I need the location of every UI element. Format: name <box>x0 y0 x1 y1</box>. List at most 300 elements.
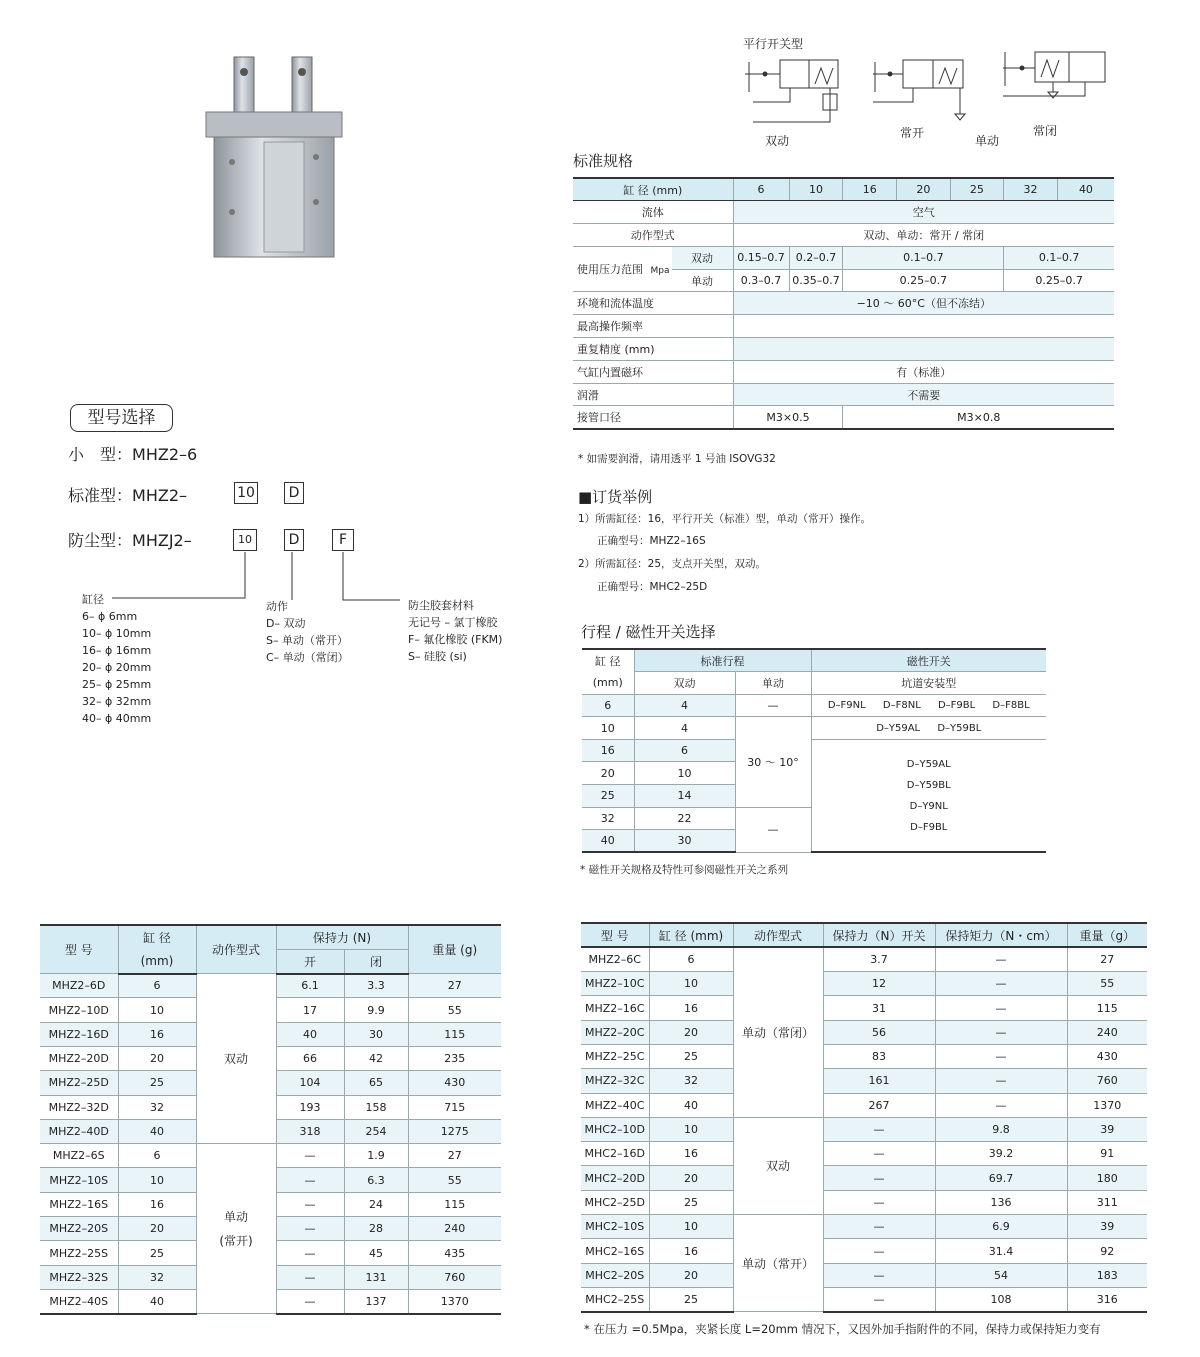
left-cell-open: — <box>276 1192 344 1216</box>
dust-options-title: 防尘胶套材料 <box>408 599 474 612</box>
right-group-single-open: 单动（常开） <box>733 1215 823 1312</box>
left-cell-open: — <box>276 1168 344 1192</box>
spec-bore-32: 32 <box>1004 178 1058 201</box>
left-cell-close: 3.3 <box>344 974 408 998</box>
spec-freq-label: 最高操作频率 <box>573 315 733 338</box>
left-cell-model: MHZ2–25D <box>40 1071 118 1095</box>
spec-row-temp <box>573 292 1114 315</box>
left-cell-model: MHZ2–16D <box>40 1022 118 1046</box>
left-cell-close: 158 <box>344 1095 408 1119</box>
stroke-h-bore: 缸 径 <box>582 649 634 672</box>
dust-opt-s: S– 硅胶 (si) <box>408 650 467 663</box>
model-small-label: 小 型： <box>68 445 133 464</box>
right-cell-bore: 20 <box>649 1020 733 1044</box>
right-cell-model: MHC2–25D <box>581 1190 649 1214</box>
spec-magnet-label: 气缸内置磁环 <box>573 360 733 383</box>
stroke-switch-6 <box>811 694 1046 717</box>
stroke-switch-10 <box>811 717 1046 740</box>
left-cell-model: MHZ2–20D <box>40 1046 118 1070</box>
stroke-switch-table <box>582 648 1046 853</box>
right-cell-bore: 6 <box>649 947 733 971</box>
right-cell-force: — <box>823 1166 935 1190</box>
order-line2: 2）所需缸径：25，支点开关型，双动。 <box>578 558 767 570</box>
right-h-force: 保持力（N）开关 <box>823 923 935 947</box>
left-cell-model: MHZ2–10D <box>40 998 118 1022</box>
left-cell-model: MHZ2–32S <box>40 1265 118 1289</box>
right-cell-model: MHC2–16S <box>581 1239 649 1263</box>
left-cell-bore: 32 <box>118 1265 196 1289</box>
left-cell-model: MHZ2–20S <box>40 1217 118 1241</box>
stroke-row <box>582 717 1046 740</box>
stroke-title: 行程 / 磁性开关选择 <box>581 623 716 641</box>
left-cell-close: 6.3 <box>344 1168 408 1192</box>
right-cell-model: MHZ2–16C <box>581 996 649 1020</box>
stroke-bore: 20 <box>582 762 634 785</box>
right-group-single-closed: 单动（常闭） <box>733 947 823 1117</box>
switch-y59al: D–Y59AL <box>876 722 921 734</box>
spec-lube-value: 不需要 <box>733 383 1114 406</box>
spec-bore-16: 16 <box>843 178 897 201</box>
stroke-h-std: 标准行程 <box>634 649 811 672</box>
right-cell-torque: 108 <box>935 1287 1067 1311</box>
left-cell-bore: 16 <box>118 1192 196 1216</box>
left-cell-model: MHZ2–32D <box>40 1095 118 1119</box>
stroke-single-mid: 30 ～ 10° <box>735 717 811 807</box>
spec-table <box>573 177 1114 430</box>
right-cell-weight: 39 <box>1067 1117 1147 1141</box>
spec-fluid-value: 空气 <box>733 201 1114 224</box>
right-cell-force: — <box>823 1142 935 1166</box>
left-cell-bore: 25 <box>118 1241 196 1265</box>
right-cell-weight: 430 <box>1067 1044 1147 1068</box>
right-cell-model: MHZ2–32C <box>581 1069 649 1093</box>
stroke-double: 4 <box>634 717 735 740</box>
spec-bore-20: 20 <box>897 178 951 201</box>
spec-temp-value: −10 ～ 60°C（但不冻结） <box>733 292 1114 315</box>
spec-row-action <box>573 224 1114 247</box>
stroke-header-row2 <box>582 672 1046 695</box>
spec-pressure-single-10: 0.35–0.7 <box>789 269 843 292</box>
spec-port-small: M3×0.5 <box>733 406 843 429</box>
switch-f9bl: D–F9BL <box>937 699 976 711</box>
switch-f8bl: D–F8BL <box>992 699 1030 711</box>
left-cell-bore: 20 <box>118 1046 196 1070</box>
action-options-title: 动作 <box>266 600 288 613</box>
spec-pressure-double-16-25: 0.1–0.7 <box>843 246 1004 269</box>
bore-opt-16: 16– ϕ 16mm <box>82 644 152 657</box>
table-row <box>581 1069 1147 1093</box>
right-cell-force: — <box>823 1215 935 1239</box>
left-cell-bore: 6 <box>118 1144 196 1168</box>
right-table-body <box>581 947 1147 1311</box>
table-row <box>581 1287 1147 1311</box>
left-group-single-line2: (常开) <box>219 1233 253 1248</box>
spec-action-value: 双动、单动：常开 / 常闭 <box>733 224 1114 247</box>
right-cell-bore: 25 <box>649 1190 733 1214</box>
right-cell-model: MHZ2–40C <box>581 1093 649 1117</box>
left-h-bore: 缸 径 <box>118 925 196 949</box>
model-dust-label: 防尘型： <box>68 531 133 550</box>
left-cell-model: MHZ2–40S <box>40 1289 118 1313</box>
bore-opt-32: 32– ϕ 32mm <box>82 695 152 708</box>
left-cell-model: MHZ2–16S <box>40 1192 118 1216</box>
spec-port-large: M3×0.8 <box>843 406 1114 429</box>
table-row <box>581 1190 1147 1214</box>
right-cell-force: — <box>823 1263 935 1287</box>
bore-options-title: 缸径 <box>82 593 104 606</box>
spec-repeat-label: 重复精度 (mm) <box>573 338 733 361</box>
left-cell-open: 318 <box>276 1119 344 1143</box>
right-cell-weight: 91 <box>1067 1142 1147 1166</box>
stroke-h-single: 单动 <box>735 672 811 695</box>
switch-rest-2: D–Y59BL <box>906 779 951 791</box>
left-cell-bore: 25 <box>118 1071 196 1095</box>
order-title: ■订货举例 <box>578 488 653 506</box>
stroke-double: 22 <box>634 807 735 830</box>
spec-row-freq <box>573 315 1114 338</box>
left-cell-close: 131 <box>344 1265 408 1289</box>
right-cell-force: 56 <box>823 1020 935 1044</box>
left-cell-weight: 27 <box>408 1144 501 1168</box>
holding-force-table-mhz2 <box>40 924 501 1315</box>
right-cell-torque: 69.7 <box>935 1166 1067 1190</box>
left-header-row1 <box>40 925 501 949</box>
right-cell-force: 83 <box>823 1044 935 1068</box>
table-row <box>581 1044 1147 1068</box>
pneumatic-symbols-diagram <box>735 32 1115 152</box>
left-cell-close: 28 <box>344 1217 408 1241</box>
stroke-single-6: — <box>735 694 811 717</box>
model-dust-code: MHZJ2– <box>132 531 192 550</box>
stroke-bore: 10 <box>582 717 634 740</box>
stroke-row <box>582 739 1046 762</box>
model-std-box-action: D <box>284 482 304 504</box>
left-cell-open: — <box>276 1289 344 1313</box>
right-cell-model: MHC2–20D <box>581 1166 649 1190</box>
right-cell-weight: 115 <box>1067 996 1147 1020</box>
table-row <box>581 947 1147 971</box>
right-cell-torque: — <box>935 1020 1067 1044</box>
spec-row-pressure-double <box>573 246 1114 269</box>
right-cell-bore: 20 <box>649 1166 733 1190</box>
spec-row-lube <box>573 383 1114 406</box>
switch-rest-4: D–F9BL <box>910 821 948 833</box>
dust-opt-none: 无记号 – 氯丁橡胶 <box>408 616 498 629</box>
spec-row-fluid <box>573 201 1114 224</box>
symbol-label-double: 双动 <box>765 134 790 148</box>
right-cell-torque: — <box>935 1069 1067 1093</box>
left-cell-close: 9.9 <box>344 998 408 1022</box>
left-cell-weight: 715 <box>408 1095 501 1119</box>
left-cell-weight: 55 <box>408 998 501 1022</box>
left-h-model: 型 号 <box>40 925 118 974</box>
action-opt-d: D– 双动 <box>266 617 306 630</box>
left-cell-close: 42 <box>344 1046 408 1070</box>
order-line1-model: 正确型号：MHZ2–16S <box>597 535 706 547</box>
left-cell-open: 104 <box>276 1071 344 1095</box>
left-cell-model: MHZ2–10S <box>40 1168 118 1192</box>
left-cell-open: — <box>276 1217 344 1241</box>
left-cell-model: MHZ2–6S <box>40 1144 118 1168</box>
bore-options <box>82 591 151 727</box>
right-cell-force: — <box>823 1117 935 1141</box>
spec-port-label: 接管口径 <box>573 406 733 429</box>
spec-header-row <box>573 178 1114 201</box>
left-cell-weight: 240 <box>408 1217 501 1241</box>
symbol-label-single: 单动 <box>975 134 1000 148</box>
right-header-row <box>581 923 1147 947</box>
left-cell-open: — <box>276 1265 344 1289</box>
stroke-h-bore-unit: (mm) <box>582 672 634 695</box>
model-select-badge: 型号选择 <box>70 404 173 432</box>
model-dust-box-bore: 10 <box>233 529 257 551</box>
right-cell-force: 12 <box>823 972 935 996</box>
right-cell-torque: — <box>935 996 1067 1020</box>
right-h-bore: 缸 径 (mm) <box>649 923 733 947</box>
bore-opt-10: 10– ϕ 10mm <box>82 627 152 640</box>
right-cell-torque: — <box>935 947 1067 971</box>
table-row <box>581 1239 1147 1263</box>
stroke-bore: 16 <box>582 739 634 762</box>
table-row <box>581 1142 1147 1166</box>
left-h-action: 动作型式 <box>196 925 276 974</box>
spec-bore-label: 缸 径 (mm) <box>573 178 733 201</box>
switch-f8nl: D–F8NL <box>882 699 921 711</box>
model-standard <box>68 483 187 506</box>
model-dust-box-material: F <box>332 529 354 551</box>
right-cell-model: MHZ2–6C <box>581 947 649 971</box>
spec-bore-25: 25 <box>950 178 1004 201</box>
right-cell-torque: 136 <box>935 1190 1067 1214</box>
right-cell-model: MHC2–10D <box>581 1117 649 1141</box>
left-cell-bore: 10 <box>118 998 196 1022</box>
right-cell-torque: 31.4 <box>935 1239 1067 1263</box>
action-options <box>266 598 349 666</box>
left-cell-weight: 430 <box>408 1071 501 1095</box>
switch-y59bl: D–Y59BL <box>937 722 982 734</box>
spec-pressure-unit: Mpa <box>650 266 670 277</box>
spec-pressure-double-label: 双动 <box>672 246 734 269</box>
left-cell-weight: 435 <box>408 1241 501 1265</box>
stroke-h-switch: 磁性开关 <box>811 649 1046 672</box>
stroke-note: * 磁性开关规格及特性可参阅磁性开关之系列 <box>580 864 789 876</box>
right-cell-force: — <box>823 1190 935 1214</box>
left-group-single-line1: 单动 <box>223 1209 248 1224</box>
model-std-box-bore: 10 <box>234 482 258 504</box>
bore-opt-25: 25– ϕ 25mm <box>82 678 152 691</box>
right-cell-weight: 311 <box>1067 1190 1147 1214</box>
left-cell-open: — <box>276 1144 344 1168</box>
spec-lube-label: 润滑 <box>573 383 733 406</box>
spec-pressure-double-10: 0.2–0.7 <box>789 246 843 269</box>
left-cell-model: MHZ2–25S <box>40 1241 118 1265</box>
left-group-double: 双动 <box>196 974 276 1144</box>
left-cell-bore: 40 <box>118 1289 196 1313</box>
right-cell-bore: 40 <box>649 1093 733 1117</box>
right-cell-model: MHC2–10S <box>581 1215 649 1239</box>
right-cell-model: MHC2–25S <box>581 1287 649 1311</box>
right-h-model: 型 号 <box>581 923 649 947</box>
right-cell-model: MHZ2–10C <box>581 972 649 996</box>
right-cell-torque: 54 <box>935 1263 1067 1287</box>
bore-opt-20: 20– ϕ 20mm <box>82 661 152 674</box>
right-cell-model: MHZ2–20C <box>581 1020 649 1044</box>
stroke-double: 30 <box>634 830 735 853</box>
left-cell-bore: 10 <box>118 1168 196 1192</box>
right-cell-torque: — <box>935 1093 1067 1117</box>
right-h-torque: 保持矩力（N・cm） <box>935 923 1067 947</box>
action-opt-c: C– 单动（常闭） <box>266 651 349 664</box>
left-cell-close: 30 <box>344 1022 408 1046</box>
spec-pressure-double-6: 0.15–0.7 <box>733 246 789 269</box>
left-h-close: 闭 <box>344 949 408 973</box>
stroke-h-double: 双动 <box>634 672 735 695</box>
switch-f9nl: D–F9NL <box>827 699 866 711</box>
bore-opt-40: 40– ϕ 40mm <box>82 712 152 725</box>
left-cell-close: 1.9 <box>344 1144 408 1168</box>
right-cell-torque: 9.8 <box>935 1117 1067 1141</box>
left-cell-open: 40 <box>276 1022 344 1046</box>
right-cell-bore: 10 <box>649 1117 733 1141</box>
dust-material-options <box>408 597 502 665</box>
table-row <box>581 1263 1147 1287</box>
right-cell-bore: 16 <box>649 996 733 1020</box>
spec-pressure-single-label: 单动 <box>672 269 734 292</box>
left-cell-close: 65 <box>344 1071 408 1095</box>
right-cell-weight: 183 <box>1067 1263 1147 1287</box>
spec-action-label: 动作型式 <box>573 224 733 247</box>
order-line2-model: 正确型号：MHC2–25D <box>597 581 708 593</box>
stroke-bore: 40 <box>582 830 634 853</box>
left-cell-close: 254 <box>344 1119 408 1143</box>
order-line1: 1）所需缸径：16，平行开关（标准）型，单动（常开）操作。 <box>578 513 872 525</box>
model-dustproof <box>68 528 192 551</box>
switch-rest-1: D–Y59AL <box>906 758 951 770</box>
model-std-code: MHZ2– <box>132 486 187 505</box>
right-cell-torque: — <box>935 1044 1067 1068</box>
symbol-label-parallel: 平行开关型 <box>743 37 804 51</box>
left-cell-open: 17 <box>276 998 344 1022</box>
left-cell-bore: 16 <box>118 1022 196 1046</box>
stroke-row <box>582 694 1046 717</box>
spec-fluid-label: 流体 <box>573 201 733 224</box>
left-cell-weight: 55 <box>408 1168 501 1192</box>
spec-row-port <box>573 406 1114 429</box>
stroke-bore: 6 <box>582 694 634 717</box>
table-row <box>581 1166 1147 1190</box>
dust-opt-f: F– 氟化橡胶 (FKM) <box>408 633 503 646</box>
model-small <box>68 442 197 465</box>
spec-pressure-single-16-25: 0.25–0.7 <box>843 269 1004 292</box>
right-cell-weight: 55 <box>1067 972 1147 996</box>
left-cell-model: MHZ2–40D <box>40 1119 118 1143</box>
right-cell-torque: — <box>935 972 1067 996</box>
spec-temp-label: 环境和流体温度 <box>573 292 733 315</box>
stroke-single-big: — <box>735 807 811 852</box>
left-h-open: 开 <box>276 949 344 973</box>
stroke-double: 10 <box>634 762 735 785</box>
spec-bore-10: 10 <box>789 178 843 201</box>
right-cell-model: MHC2–16D <box>581 1142 649 1166</box>
spec-pressure-label <box>573 246 672 292</box>
left-cell-weight: 1370 <box>408 1289 501 1313</box>
action-opt-s: S– 单动（常开） <box>266 634 348 647</box>
right-cell-model: MHZ2–25C <box>581 1044 649 1068</box>
right-cell-weight: 92 <box>1067 1239 1147 1263</box>
spec-row-magnet <box>573 360 1114 383</box>
right-cell-force: 3.7 <box>823 947 935 971</box>
right-h-weight: 重量（g） <box>1067 923 1147 947</box>
left-h-weight: 重量 (g) <box>408 925 501 974</box>
stroke-bore: 32 <box>582 807 634 830</box>
spec-note: * 如需要润滑，请用透平 1 号油 ISOVG32 <box>578 453 776 465</box>
left-cell-weight: 760 <box>408 1265 501 1289</box>
right-cell-bore: 10 <box>649 1215 733 1239</box>
table-row <box>581 1215 1147 1239</box>
left-cell-model: MHZ2–6D <box>40 974 118 998</box>
right-cell-weight: 180 <box>1067 1166 1147 1190</box>
table-row <box>40 1144 501 1168</box>
right-cell-model: MHC2–20S <box>581 1263 649 1287</box>
right-cell-torque: 39.2 <box>935 1142 1067 1166</box>
left-cell-open: 193 <box>276 1095 344 1119</box>
left-cell-weight: 1275 <box>408 1119 501 1143</box>
left-cell-close: 24 <box>344 1192 408 1216</box>
model-dust-box-action: D <box>284 529 304 551</box>
right-cell-weight: 316 <box>1067 1287 1147 1311</box>
right-cell-bore: 32 <box>649 1069 733 1093</box>
right-group-double: 双动 <box>733 1117 823 1214</box>
left-cell-bore: 40 <box>118 1119 196 1143</box>
left-cell-weight: 235 <box>408 1046 501 1070</box>
table-row <box>40 974 501 998</box>
table-row <box>581 1093 1147 1117</box>
stroke-h-switch-type: 坑道安装型 <box>811 672 1046 695</box>
table-row <box>581 1020 1147 1044</box>
spec-bore-40: 40 <box>1057 178 1114 201</box>
spec-freq-value <box>733 315 1114 338</box>
right-cell-bore: 20 <box>649 1263 733 1287</box>
stroke-double: 14 <box>634 785 735 808</box>
left-cell-close: 137 <box>344 1289 408 1313</box>
right-cell-force: — <box>823 1239 935 1263</box>
right-cell-weight: 27 <box>1067 947 1147 971</box>
right-cell-weight: 760 <box>1067 1069 1147 1093</box>
left-group-single <box>196 1144 276 1314</box>
left-table-body <box>40 974 501 1314</box>
spec-pressure-single-32-40: 0.25–0.7 <box>1004 269 1114 292</box>
stroke-double: 4 <box>634 694 735 717</box>
spec-title: 标准规格 <box>573 152 634 170</box>
right-cell-bore: 10 <box>649 972 733 996</box>
spec-bore-6: 6 <box>733 178 789 201</box>
spec-repeat-value <box>733 338 1114 361</box>
left-cell-open: — <box>276 1241 344 1265</box>
left-cell-open: 66 <box>276 1046 344 1070</box>
symbol-label-normally-open: 常开 <box>900 126 925 140</box>
left-cell-bore: 6 <box>118 974 196 998</box>
left-cell-close: 45 <box>344 1241 408 1265</box>
spec-pressure-text: 使用压力范围 <box>577 263 643 277</box>
table-row <box>581 996 1147 1020</box>
right-cell-force: 31 <box>823 996 935 1020</box>
right-cell-bore: 16 <box>649 1239 733 1263</box>
stroke-header-row1 <box>582 649 1046 672</box>
right-cell-force: — <box>823 1287 935 1311</box>
left-cell-bore: 20 <box>118 1217 196 1241</box>
left-cell-bore: 32 <box>118 1095 196 1119</box>
left-cell-weight: 115 <box>408 1022 501 1046</box>
